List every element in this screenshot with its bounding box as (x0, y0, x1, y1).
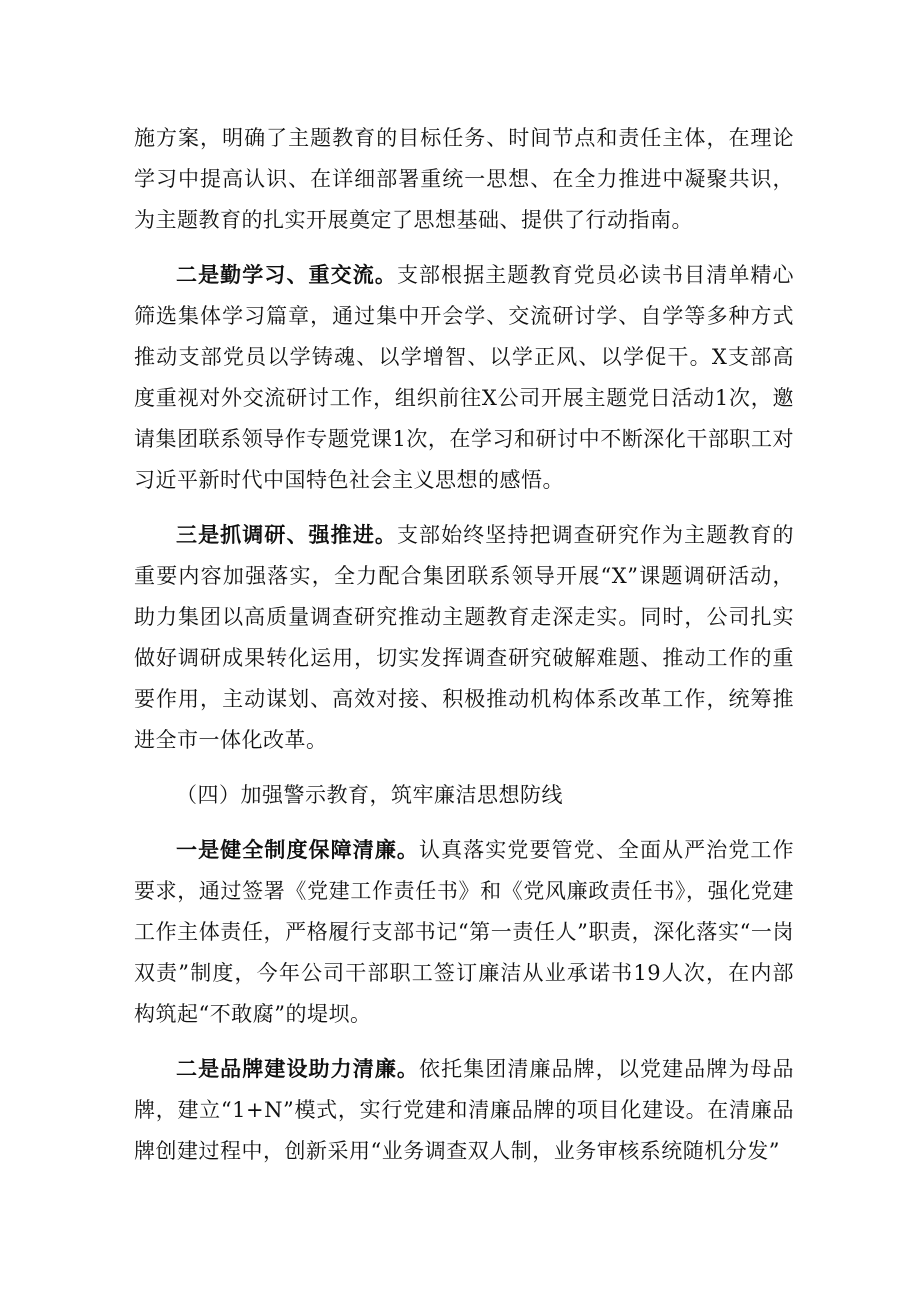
paragraph-study-exchange (134, 255, 794, 501)
document-body (134, 118, 794, 1186)
paragraph-text: 依托集团清廉品牌，以党建品牌为母品牌，建立“1+N”模式，实行党建和清廉品牌的项目化建设。在清廉品牌创建过程中，创新采用“业务调查双人制，业务审核系统随机分发” (134, 1057, 795, 1163)
paragraph-text: 认真落实党要管党、全面从严治党工作要求，通过签署《党建工作责任书》和《党风廉政责任书》，强化党建工作主体责任，严格履行支部书记“第一责任人”职责，深化落实“一岗双责”制度，今年公司干部职工签订廉洁从业承诺书19人次，在内部构筑起“不敢腐”的堤坝。 (134, 838, 795, 1026)
paragraph-lead: 一是健全制度保障清廉。 (176, 838, 420, 862)
paragraph-research-promote (134, 515, 794, 761)
paragraph-brand-building (134, 1049, 794, 1172)
paragraph-text: 支部始终坚持把调查研究作为主题教育的重要内容加强落实，全力配合集团联系领导开展“X”课题调研活动，助力集团以高质量调查研究推动主题教育走深走实。同时，公司扎实做好调研成果转化运用，切实发挥调查研究破解难题、推动工作的重要作用，主动谋划、高效对接、积极推动机构体系改革工作，统筹推进全市一体化改革。 (134, 523, 795, 752)
paragraph-lead: 三是抓调研、强推进。 (176, 523, 397, 547)
paragraph-text: 施方案，明确了主题教育的目标任务、时间节点和责任主体，在理论学习中提高认识、在详细部署重统一思想、在全力推进中凝聚共识，为主题教育的扎实开展奠定了思想基础、提供了行动指南。 (134, 126, 794, 232)
paragraph-lead: 二是勤学习、重交流。 (176, 263, 397, 287)
section-heading: （四）加强警示教育，筑牢廉洁思想防线 (176, 783, 563, 807)
paragraph-system-guarantee (134, 830, 794, 1035)
paragraph-continuation (134, 118, 794, 241)
paragraph-lead: 二是品牌建设助力清廉。 (176, 1057, 420, 1081)
paragraph-text: 支部根据主题教育党员必读书目清单精心筛选集体学习篇章，通过集中开会学、交流研讨学、自学等多种方式推动支部党员以学铸魂、以学增智、以学正风、以学促干。X支部高度重视对外交流研讨工作，组织前往X公司开展主题党日活动1次，邀请集团联系领导作专题党课1次，在学习和研讨中不断深化干部职工对习近平新时代中国特色社会主义思想的感悟。 (134, 263, 795, 492)
